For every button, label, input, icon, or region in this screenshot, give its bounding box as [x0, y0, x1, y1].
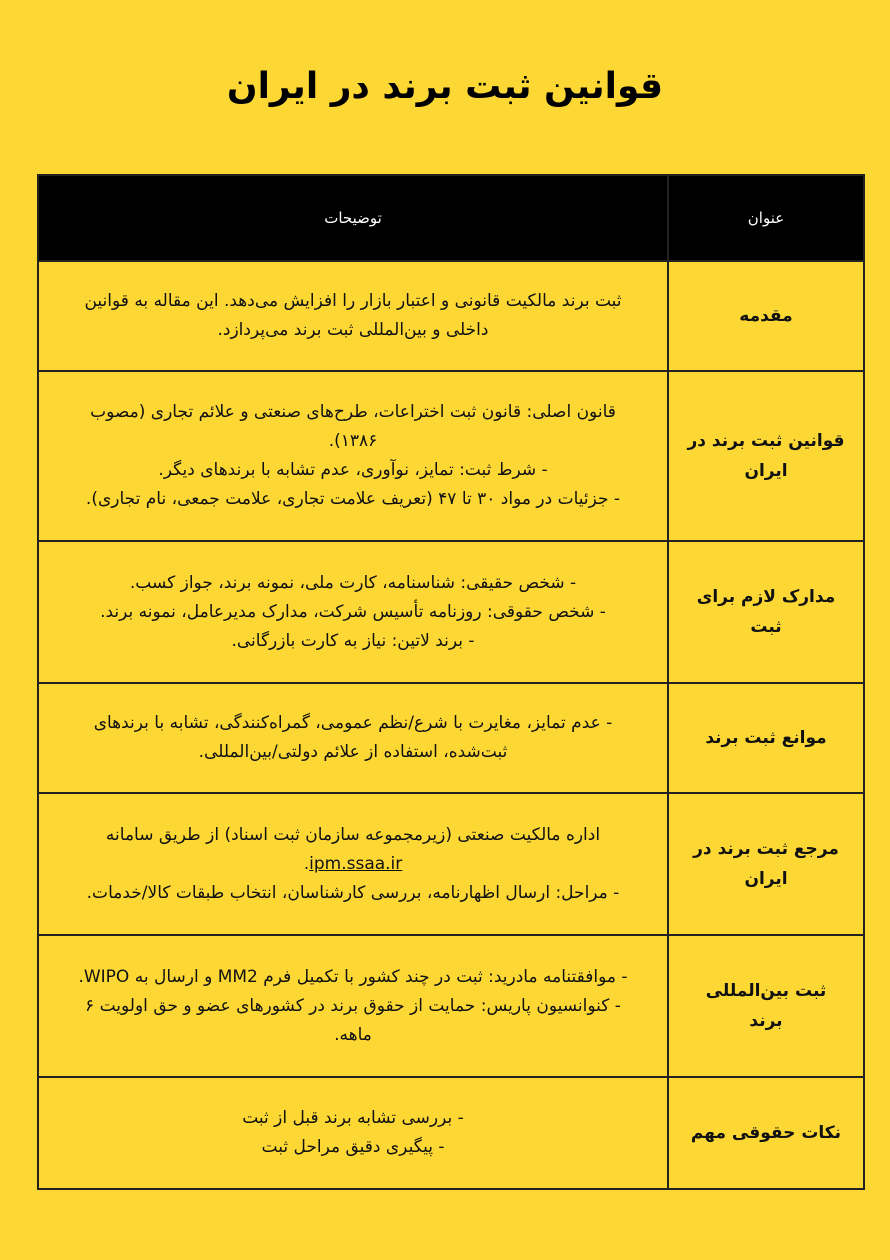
table-row — [38, 683, 864, 793]
row-description — [38, 683, 668, 793]
row-title: نکات حقوقی مهم — [668, 1077, 864, 1189]
description-text: قانون اصلی: قانون ثبت اختراعات، طرح‌های صنعتی و علائم تجاری (مصوب ۱۳۸۶). - شرط ثبت: تمایز، نوآوری، عدم تشابه با برندهای دیگر. - جزئیات در مواد ۳۰ تا ۴۷ (تعریف علامت تجاری، علامت جمعی، نام تجاری). — [85, 402, 621, 509]
row-title: مدارک لازم برای ثبت — [668, 541, 864, 683]
brand-laws-table — [37, 174, 865, 1190]
header-title: عنوان — [668, 175, 864, 261]
row-title: مرجع ثبت برند در ایران — [668, 793, 864, 935]
row-description — [38, 1077, 668, 1189]
row-title: موانع ثبت برند — [668, 683, 864, 793]
table-row — [38, 1077, 864, 1189]
row-description — [38, 371, 668, 541]
ipm-website-link[interactable]: ipm.ssaa.ir — [309, 853, 403, 874]
description-text: - موافقتنامه مادرید: ثبت در چند کشور با تکمیل فرم MM2 و ارسال به WIPO. - کنوانسیون پاریس: حمایت از حقوق برند در کشورهای عضو و حق اولویت ۶ ماهه. — [78, 966, 628, 1045]
page-title: قوانین ثبت برند در ایران — [226, 66, 664, 107]
table-row — [38, 261, 864, 371]
row-title: مقدمه — [668, 261, 864, 371]
table-row — [38, 541, 864, 683]
row-description — [38, 935, 668, 1077]
row-description — [38, 793, 668, 935]
header-description: توضیحات — [38, 175, 668, 261]
description-text: - عدم تمایز، مغایرت با شرع/نظم عمومی، گمراه‌کنندگی، تشابه با برندهای ثبت‌شده، استفاده از علائم دولتی/بین‌المللی. — [93, 713, 613, 762]
row-title: قوانین ثبت برند در ایران — [668, 371, 864, 541]
description-text: ثبت برند مالکیت قانونی و اعتبار بازار را افزایش می‌دهد. این مقاله به قوانین داخلی و بین‌المللی ثبت برند می‌پردازد. — [84, 291, 622, 340]
description-intro: اداره مالکیت صنعتی (زیرمجموعه سازمان ثبت اسناد) از طریق سامانه — [105, 824, 601, 845]
row-description — [38, 541, 668, 683]
description-text: اداره مالکیت صنعتی (زیرمجموعه سازمان ثبت اسناد) از طریق سامانه ipm.ssaa.ir. — [105, 824, 601, 874]
table-row — [38, 793, 864, 935]
table-row — [38, 935, 864, 1077]
table-row — [38, 371, 864, 541]
description-text: - شخص حقیقی: شناسنامه، کارت ملی، نمونه برند، جواز کسب. - شخص حقوقی: روزنامه تأسیس شرکت، مدارک مدیرعامل، نمونه برند. - برند لاتین: نیاز به کارت بازرگانی. — [100, 572, 606, 651]
row-title: ثبت بین‌المللی برند — [668, 935, 864, 1077]
table-header-row — [38, 175, 864, 261]
description-steps: - مراحل: ارسال اظهارنامه، بررسی کارشناسان، انتخاب طبقات کالا/خدمات. — [86, 882, 620, 903]
row-description — [38, 261, 668, 371]
description-text: - بررسی تشابه برند قبل از ثبت - پیگیری دقیق مراحل ثبت — [242, 1108, 464, 1157]
